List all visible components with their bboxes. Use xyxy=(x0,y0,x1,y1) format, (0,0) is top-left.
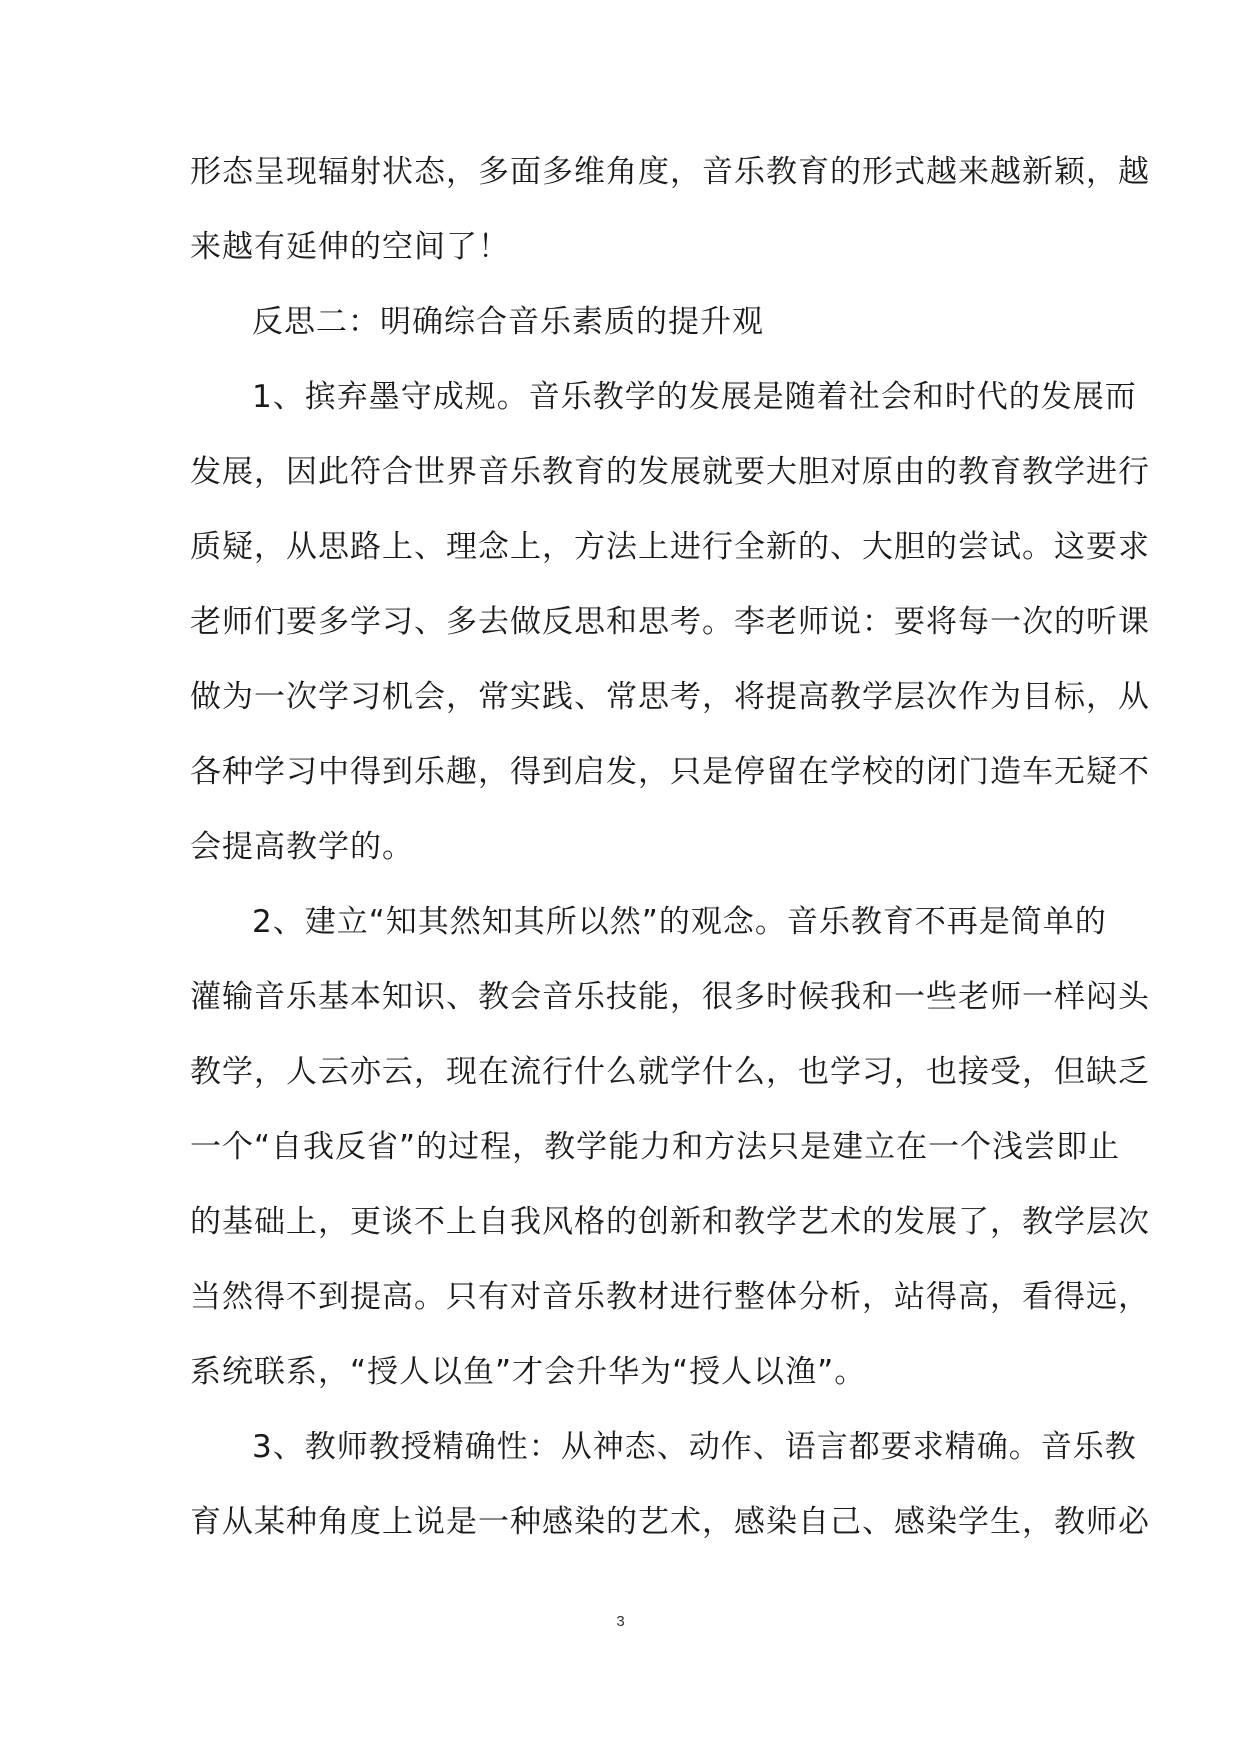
text-line: 系统联系，“授人以鱼”才会升华为“授人以渔”。 xyxy=(190,1354,867,1390)
text-line: 当然得不到提高。只有对音乐教材进行整体分析，站得高，看得远， xyxy=(190,1279,1150,1315)
text-line: 育从某种角度上说是一种感染的艺术，感染自己、感染学生，教师必 xyxy=(190,1504,1150,1540)
text-line: 来越有延伸的空间了！ xyxy=(190,229,510,265)
text-line: 形态呈现辐射状态，多面多维角度，音乐教育的形式越来越新颖，越 xyxy=(190,154,1150,190)
text-line: 2、建立“知其然知其所以然”的观念。音乐教育不再是简单的 xyxy=(252,904,1107,940)
text-line: 会提高教学的。 xyxy=(190,829,414,865)
page-number: 3 xyxy=(616,1613,625,1630)
text-line: 教学，人云亦云，现在流行什么就学什么，也学习，也接受，但缺乏 xyxy=(190,1054,1150,1090)
text-line: 发展，因此符合世界音乐教育的发展就要大胆对原由的教育教学进行 xyxy=(190,454,1150,490)
text-line: 老师们要多学习、多去做反思和思考。李老师说：要将每一次的听课 xyxy=(190,604,1150,640)
text-line: 各种学习中得到乐趣，得到启发，只是停留在学校的闭门造车无疑不 xyxy=(190,754,1150,790)
text-line: 做为一次学习机会，常实践、常思考，将提高教学层次作为目标，从 xyxy=(190,679,1150,715)
text-line: 一个“自我反省”的过程，教学能力和方法只是建立在一个浅尝即止 xyxy=(190,1129,1121,1165)
section-heading: 反思二：明确综合音乐素质的提升观 xyxy=(252,304,764,340)
text-line: 1、摈弃墨守成规。音乐教学的发展是随着社会和时代的发展而 xyxy=(252,379,1137,415)
text-line: 的基础上，更谈不上自我风格的创新和教学艺术的发展了，教学层次 xyxy=(190,1204,1150,1240)
text-line: 3、教师教授精确性：从神态、动作、语言都要求精确。音乐教 xyxy=(252,1429,1137,1465)
text-line: 质疑，从思路上、理念上，方法上进行全新的、大胆的尝试。这要求 xyxy=(190,529,1150,565)
body-text xyxy=(190,145,1150,1570)
text-line: 灌输音乐基本知识、教会音乐技能，很多时候我和一些老师一样闷头 xyxy=(190,979,1150,1015)
